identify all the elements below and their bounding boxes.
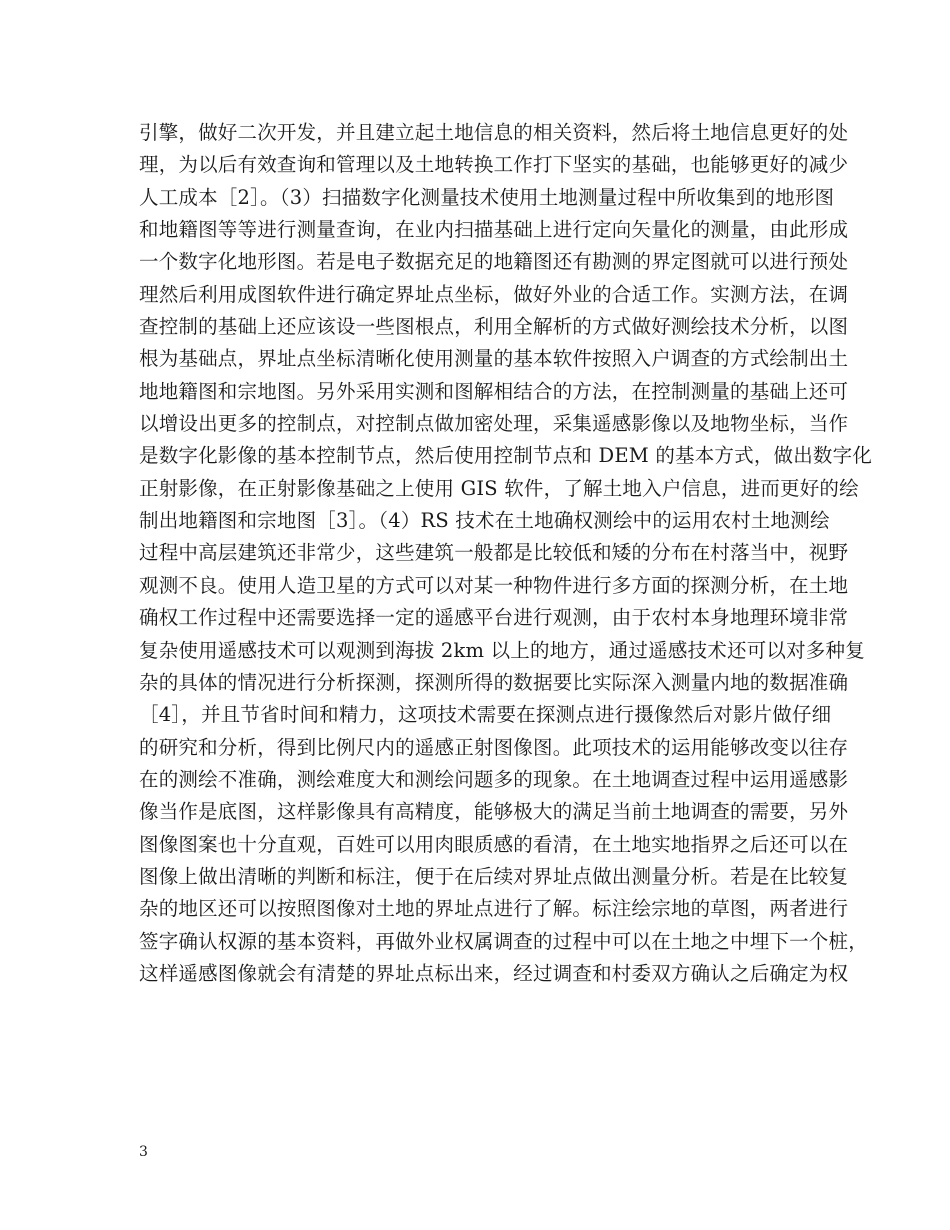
text-line: 人工成本［2］。（3）扫描数字化测量技术使用土地测量过程中所收集到的地形图 bbox=[139, 185, 835, 209]
text-line: 和地籍图等等进行测量查询，在业内扫描基础上进行定向矢量化的测量，由此形成 bbox=[139, 218, 849, 242]
text-line: 这样遥感图像就会有清楚的界址点标出来，经过调查和村委双方确认之后确定为权 bbox=[139, 961, 849, 985]
text-line: 杂的地区还可以按照图像对土地的界址点进行了解。标注绘宗地的草图，两者进行 bbox=[139, 897, 849, 921]
text-line: ［4］，并且节省时间和精力，这项技术需要在探测点进行摄像然后对影片做仔细 bbox=[139, 703, 832, 727]
text-line: 过程中高层建筑还非常少，这些建筑一般都是比较低和矮的分布在村落当中，视野 bbox=[139, 541, 849, 565]
page-number: 3 bbox=[139, 1144, 148, 1160]
text-line: 图像图案也十分直观，百姓可以用肉眼质感的看清，在土地实地指界之后还可以在 bbox=[139, 832, 849, 856]
text-line: 图像上做出清晰的判断和标注，便于在后续对界址点做出测量分析。若是在比较复 bbox=[139, 864, 849, 888]
text-line: 复杂使用遥感技术可以观测到海拔 2km 以上的地方，通过遥感技术还可以对多种复 bbox=[139, 638, 865, 662]
text-line: 引擎，做好二次开发，并且建立起土地信息的相关资料，然后将土地信息更好的处 bbox=[139, 121, 849, 144]
text-line: 一个数字化地形图。若是电子数据充足的地籍图还有勘测的界定图就可以进行预处 bbox=[139, 250, 849, 274]
text-line: 像当作是底图，这样影像具有高精度，能够极大的满足当前土地调查的需要，另外 bbox=[139, 800, 849, 824]
text-line: 理，为以后有效查询和管理以及土地转换工作打下坚实的基础，也能够更好的减少 bbox=[139, 153, 849, 177]
text-line: 以增设出更多的控制点，对控制点做加密处理，采集遥感影像以及地物坐标，当作 bbox=[139, 412, 849, 436]
text-line: 在的测绘不准确，测绘难度大和测绘问题多的现象。在土地调查过程中运用遥感影 bbox=[139, 767, 849, 791]
text-line: 正射影像，在正射影像基础之上使用 GIS 软件，了解土地入户信息，进而更好的绘 bbox=[139, 476, 859, 500]
body-text bbox=[139, 117, 873, 990]
text-line: 地地籍图和宗地图。另外采用实测和图解相结合的方法，在控制测量的基础上还可 bbox=[139, 379, 849, 403]
text-line: 根为基础点，界址点坐标清晰化使用测量的基本软件按照入户调查的方式绘制出土 bbox=[139, 347, 849, 371]
text-line: 签字确认权源的基本资料，再做外业权属调查的过程中可以在土地之中埋下一个桩， bbox=[139, 929, 868, 953]
text-line: 理然后利用成图软件进行确定界址点坐标，做好外业的合适工作。实测方法，在调 bbox=[139, 282, 849, 306]
text-line: 制出地籍图和宗地图［3］。（4）RS 技术在土地确权测绘中的运用农村土地测绘 bbox=[139, 509, 830, 533]
text-line: 确权工作过程中还需要选择一定的遥感平台进行观测，由于农村本身地理环境非常 bbox=[139, 606, 849, 630]
text-line: 是数字化影像的基本控制节点，然后使用控制节点和 DEM 的基本方式，做出数字化 bbox=[139, 444, 873, 468]
text-line: 观测不良。使用人造卫星的方式可以对某一种物件进行多方面的探测分析，在土地 bbox=[139, 573, 849, 597]
text-line: 杂的具体的情况进行分析探测，探测所得的数据要比实际深入测量内地的数据准确 bbox=[139, 670, 849, 694]
text-line: 查控制的基础上还应该设一些图根点，利用全解析的方式做好测绘技术分析，以图 bbox=[139, 315, 849, 339]
text-line: 的研究和分析，得到比例尺内的遥感正射图像图。此项技术的运用能够改变以往存 bbox=[139, 735, 849, 759]
